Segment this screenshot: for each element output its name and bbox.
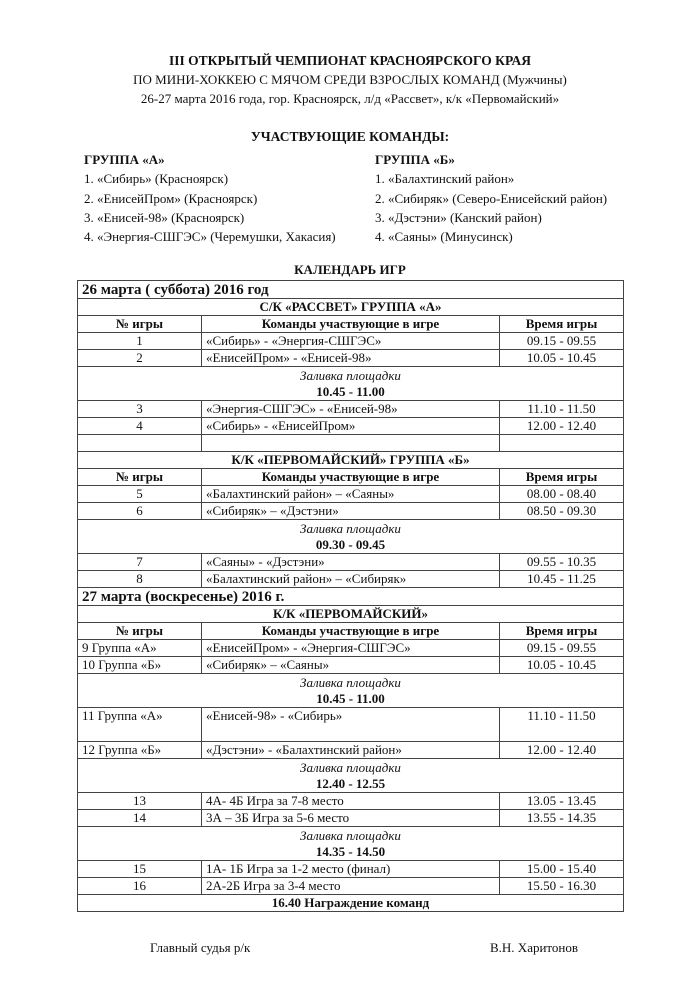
game-number: 14	[78, 810, 202, 827]
resurfacing-label: Заливка площадки	[300, 759, 401, 775]
table-row	[78, 793, 624, 810]
game-teams: «Сибиряк» – «Дэстэни»	[202, 503, 500, 520]
table-row	[78, 350, 624, 367]
game-number	[78, 435, 202, 452]
game-teams: «ЕнисейПром» - «Энергия-СШГЭС»	[202, 640, 500, 657]
table-row	[78, 640, 624, 657]
calendar-heading: КАЛЕНДАРЬ ИГР	[294, 262, 406, 277]
table-row	[78, 486, 624, 503]
game-teams: 4А- 4Б Игра за 7-8 место	[202, 793, 500, 810]
date-label: 27 марта (воскресенье) 2016 г.	[78, 588, 624, 606]
team-item: 3. «Дэстэни» (Канский район)	[375, 209, 542, 225]
game-time: 11.10 - 11.50	[500, 401, 624, 418]
dates-venue: 26-27 марта 2016 года, гор. Красноярск, л/д «Рассвет», к/к «Первомайский»	[140, 91, 560, 106]
game-time: 09.15 - 09.55	[500, 333, 624, 350]
game-time: 10.45 - 11.25	[500, 571, 624, 588]
table-row	[78, 657, 624, 674]
venue-label: К/К «ПЕРВОМАЙСКИЙ» ГРУППА «Б»	[78, 452, 624, 469]
game-teams: «Саяны» - «Дэстэни»	[202, 554, 500, 571]
column-header-row	[78, 469, 624, 486]
game-teams: «Енисей-98» - «Сибирь»	[202, 708, 500, 742]
date-row	[78, 281, 624, 299]
signature-role: Главный судья р/к	[150, 940, 251, 955]
game-number: 10 Группа «Б»	[78, 657, 202, 674]
resurfacing-time: 09.30 - 09.45	[315, 536, 386, 552]
game-time: 12.00 - 12.40	[500, 742, 624, 759]
ice-resurfacing-cell	[78, 827, 624, 861]
team-item: 2. «Сибиряк» (Северо-Енисейский район)	[375, 190, 608, 206]
game-time: 15.00 - 15.40	[500, 861, 624, 878]
game-number: 12 Группа «Б»	[78, 742, 202, 759]
venue-row	[78, 299, 624, 316]
column-header-time: Время игры	[500, 316, 624, 333]
game-time: 15.50 - 16.30	[500, 878, 624, 895]
table-row	[78, 878, 624, 895]
resurfacing-label: Заливка площадки	[300, 367, 401, 383]
game-time: 13.55 - 14.35	[500, 810, 624, 827]
column-header-row	[78, 623, 624, 640]
date-row	[78, 588, 624, 606]
column-header-game-no: № игры	[78, 316, 202, 333]
column-header-teams: Команды участвующие в игре	[202, 316, 500, 333]
venue-row	[78, 452, 624, 469]
resurfacing-label: Заливка площадки	[300, 827, 401, 843]
group-a-title: ГРУППА «А»	[84, 152, 165, 167]
ice-resurfacing-cell	[78, 759, 624, 793]
venue-label: С/К «РАССВЕТ» ГРУППА «А»	[78, 299, 624, 316]
game-teams: «Сибирь» - «ЕнисейПром»	[202, 418, 500, 435]
table-row	[78, 861, 624, 878]
column-header-time: Время игры	[500, 623, 624, 640]
game-time: 10.05 - 10.45	[500, 657, 624, 674]
game-number: 15	[78, 861, 202, 878]
resurfacing-time: 10.45 - 11.00	[316, 383, 385, 399]
game-time: 12.00 - 12.40	[500, 418, 624, 435]
game-teams	[202, 435, 500, 452]
group-b-list	[375, 150, 607, 246]
game-number: 16	[78, 878, 202, 895]
award-label: 16.40 Награждение команд	[78, 895, 624, 912]
game-time: 08.00 - 08.40	[500, 486, 624, 503]
ice-resurfacing-row	[78, 827, 624, 861]
column-header-time: Время игры	[500, 469, 624, 486]
ice-resurfacing-row	[78, 520, 624, 554]
game-number: 7	[78, 554, 202, 571]
team-item: 4. «Энергия-СШГЭС» (Черемушки, Хакасия)	[84, 229, 336, 245]
game-teams: «ЕнисейПром» - «Енисей-98»	[202, 350, 500, 367]
game-teams: «Балахтинский район» – «Саяны»	[202, 486, 500, 503]
table-row	[78, 708, 624, 742]
document-subtitle: ПО МИНИ-ХОККЕЮ С МЯЧОМ СРЕДИ ВЗРОСЛЫХ КОМАНД (Мужчины)	[133, 72, 567, 87]
resurfacing-time: 12.40 - 12.55	[315, 775, 386, 791]
ice-resurfacing-cell	[78, 367, 624, 401]
game-time: 09.15 - 09.55	[500, 640, 624, 657]
ice-resurfacing-cell	[78, 520, 624, 554]
game-time: 09.55 - 10.35	[500, 554, 624, 571]
column-header-row	[78, 316, 624, 333]
resurfacing-time: 10.45 - 11.00	[316, 690, 385, 706]
game-time: 08.50 - 09.30	[500, 503, 624, 520]
venue-row	[78, 606, 624, 623]
award-row	[78, 895, 624, 912]
date-label: 26 марта ( суббота) 2016 год	[78, 281, 624, 299]
game-teams: «Балахтинский район» – «Сибиряк»	[202, 571, 500, 588]
team-item: 1. «Сибирь» (Красноярск)	[84, 171, 229, 187]
game-number: 13	[78, 793, 202, 810]
schedule-table	[77, 280, 624, 912]
column-header-game-no: № игры	[78, 623, 202, 640]
team-item: 1. «Балахтинский район»	[375, 171, 515, 187]
signature-name: В.Н. Харитонов	[490, 940, 579, 955]
game-teams: 2А-2Б Игра за 3-4 место	[202, 878, 500, 895]
table-row	[78, 503, 624, 520]
table-row	[78, 333, 624, 350]
game-teams: 1А- 1Б Игра за 1-2 место (финал)	[202, 861, 500, 878]
group-a-list	[84, 150, 336, 246]
game-number: 9 Группа «А»	[78, 640, 202, 657]
game-time	[500, 435, 624, 452]
ice-resurfacing-cell	[78, 674, 624, 708]
team-item: 3. «Енисей-98» (Красноярск)	[84, 209, 245, 225]
game-number: 5	[78, 486, 202, 503]
game-teams: «Сибирь» - «Энергия-СШГЭС»	[202, 333, 500, 350]
column-header-game-no: № игры	[78, 469, 202, 486]
game-time: 13.05 - 13.45	[500, 793, 624, 810]
table-row	[78, 742, 624, 759]
table-row	[78, 401, 624, 418]
game-teams: «Энергия-СШГЭС» - «Енисей-98»	[202, 401, 500, 418]
game-number: 3	[78, 401, 202, 418]
resurfacing-label: Заливка площадки	[300, 520, 401, 536]
game-number: 1	[78, 333, 202, 350]
game-number: 4	[78, 418, 202, 435]
team-item: 2. «ЕнисейПром» (Красноярск)	[84, 190, 258, 206]
resurfacing-time: 14.35 - 14.50	[315, 843, 386, 859]
team-item: 4. «Саяны» (Минусинск)	[375, 229, 513, 245]
table-row	[78, 810, 624, 827]
teams-heading: УЧАСТВУЮЩИЕ КОМАНДЫ:	[250, 129, 450, 144]
game-number: 11 Группа «А»	[78, 708, 202, 742]
game-teams: «Дэстэни» - «Балахтинский район»	[202, 742, 500, 759]
table-row	[78, 554, 624, 571]
ice-resurfacing-row	[78, 367, 624, 401]
table-row	[78, 418, 624, 435]
resurfacing-label: Заливка площадки	[300, 674, 401, 690]
table-row	[78, 435, 624, 452]
ice-resurfacing-row	[78, 674, 624, 708]
group-b-title: ГРУППА «Б»	[375, 152, 455, 167]
column-header-teams: Команды участвующие в игре	[202, 623, 500, 640]
game-number: 6	[78, 503, 202, 520]
venue-label: К/К «ПЕРВОМАЙСКИЙ»	[78, 606, 624, 623]
game-number: 2	[78, 350, 202, 367]
table-row	[78, 571, 624, 588]
column-header-teams: Команды участвующие в игре	[202, 469, 500, 486]
ice-resurfacing-row	[78, 759, 624, 793]
document-title: III ОТКРЫТЫЙ ЧЕМПИОНАТ КРАСНОЯРСКОГО КРАЯ	[169, 53, 531, 68]
game-number: 8	[78, 571, 202, 588]
game-time: 11.10 - 11.50	[500, 708, 624, 742]
game-teams: 3А – 3Б Игра за 5-6 место	[202, 810, 500, 827]
game-teams: «Сибиряк» – «Саяны»	[202, 657, 500, 674]
game-time: 10.05 - 10.45	[500, 350, 624, 367]
